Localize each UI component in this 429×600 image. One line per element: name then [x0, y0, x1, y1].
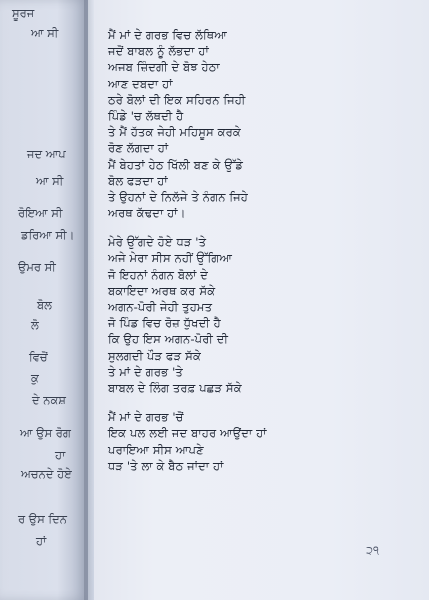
poem-line: ਅਰਥ ਕੱਢਦਾ ਹਾਂ।	[108, 206, 186, 221]
left-page-line: ਹਾ	[55, 448, 66, 462]
poem-line: ਤੇ ਮੈਂ ਹੱਤਕ ਜੇਹੀ ਮਹਿਸੂਸ ਕਰਕੇ	[108, 125, 241, 140]
left-page-line: ਉਮਰ ਸੀ	[18, 260, 56, 274]
poem-line: ਜੋ ਇਹਨਾਂ ਨੰਗਨ ਬੋਲਾਂ ਦੇ	[108, 267, 209, 282]
left-page	[0, 0, 88, 600]
poem-line: ਮੈਂ ਮਾਂ ਦੇ ਗਰਭ 'ਚੋਂ	[108, 410, 184, 425]
poem-stanza	[108, 27, 358, 221]
book-gutter	[84, 0, 94, 600]
left-page-line: ਡਰਿਆ ਸੀ।	[21, 228, 75, 242]
left-page-line: ਵਿਚੋਂ	[29, 350, 48, 364]
poem-line: ਬਾਬਲ ਦੇ ਲਿੰਗ ਤਰਫ਼ ਪਛੜ ਸੱਕੇ	[108, 380, 242, 395]
poem-line: ਤੇ ਉਹਨਾਂ ਦੇ ਨਿਲੱਜੇ ਤੇ ਨੰਗਨ ਜਿਹੇ	[108, 189, 249, 204]
poem-line: ਕਿ ਉਹ ਇਸ ਅਗਨ-ਪੋਰੀ ਦੀ	[108, 332, 229, 347]
poem-line: ਮੇਰੇ ਉੱਗਦੇ ਹੋਏ ਧੜ 'ਤੇ	[108, 235, 207, 250]
poem-line: ਮੈਂ ਮਾਂ ਦੇ ਗਰਭ ਵਿਚ ਲੱਥਿਆ	[108, 28, 227, 42]
poem-line: ਮੈਂ ਬੇਹਤਾਂ ਹੇਠ ਖਿੱਲੀ ਬਣ ਕੇ ਉੱਡੇ	[108, 157, 244, 172]
poem-line: ਅਜਬ ਜ਼ਿੰਦਗੀ ਦੇ ਬੋਝ ਹੇਠਾ	[108, 60, 220, 75]
poem-text	[108, 27, 358, 474]
poem-line: ਪਿੰਡੇ 'ਚ ਲੱਥਦੀ ਹੈ	[108, 108, 184, 123]
left-page-line: ਰੋਇਆ ਸੀ	[18, 206, 63, 220]
left-page-line: ਬੋਲ	[37, 298, 52, 312]
poem-stanza	[108, 234, 358, 396]
poem-line: ਜਦੋਂ ਬਾਬਲ ਨੂੰ ਲੱਭਦਾ ਹਾਂ	[108, 44, 209, 59]
left-page-line: ਰ ਉਸ ਦਿਨ	[18, 512, 67, 526]
left-page-line: ਜਦ ਆਪ	[27, 147, 66, 161]
left-page-line: ਸੂਰਜ	[12, 6, 35, 20]
poem-line: ਆਣ ਦਬਦਾ ਹਾਂ	[108, 76, 173, 91]
left-page-line: ਹਾਂ	[36, 534, 47, 548]
poem-line: ਅਗਨ-ਪੋਰੀ ਜੇਹੀ ਤੁਹਮਤ	[108, 300, 213, 314]
poem-line: ਬੋਲ ਫੜਦਾ ਹਾਂ	[108, 173, 168, 188]
left-page-line: ਆ ਸੀ	[31, 26, 59, 40]
left-page-line: ਦੇ ਨਕਸ਼	[32, 393, 66, 407]
poem-line: ਰੋਣ ਲੱਗਦਾ ਹਾਂ	[108, 141, 169, 156]
left-page-line: ਕੁ	[31, 371, 39, 385]
left-page-line: ਅਚਨਦੇ ਹੋਏ	[21, 467, 72, 481]
poem-line: ਇਕ ਪਲ ਲਈ ਜਦ ਬਾਹਰ ਆਉਂਦਾ ਹਾਂ	[108, 426, 267, 441]
poem-line: ਸੁਲਗਦੀ ਪੌੜ ਫੜ ਸੱਕੇ	[108, 348, 201, 363]
poem-line: ਬਕਾਇਦਾ ਅਰਥ ਕਰ ਸੱਕੇ	[108, 283, 216, 298]
left-page-line: ਆ ਉਸ ਰੋਗ	[20, 426, 71, 440]
left-page-line: ਆ ਸੀ	[36, 174, 64, 188]
poem-line: ਠਰੇ ਬੋਲਾਂ ਦੀ ਇਕ ਸਹਿਰਨ ਜਿਹੀ	[108, 92, 246, 107]
poem-line: ਤੇ ਮਾਂ ਦੇ ਗਰਭ 'ਤੇ	[108, 364, 183, 379]
poem-stanza	[108, 409, 358, 474]
poem-line: ਧੜ 'ਤੇ ਲਾ ਕੇ ਬੈਠ ਜਾਂਦਾ ਹਾਂ	[108, 458, 224, 473]
poem-line: ਅਜੇ ਮੇਰਾ ਸੀਸ ਨਹੀਂ ਉੱਗਿਆ	[108, 251, 233, 266]
poem-line: ਜੋ ਪਿੰਡ ਵਿਚ ਰੋਜ਼ ਧੁੱਖਦੀ ਹੈ	[108, 316, 221, 331]
page-number: ੨੧	[366, 544, 379, 557]
poem-line: ਪਰਾਇਆ ਸੀਸ ਆਪਣੇ	[108, 442, 204, 457]
left-page-line: ਲੋ	[31, 318, 39, 332]
